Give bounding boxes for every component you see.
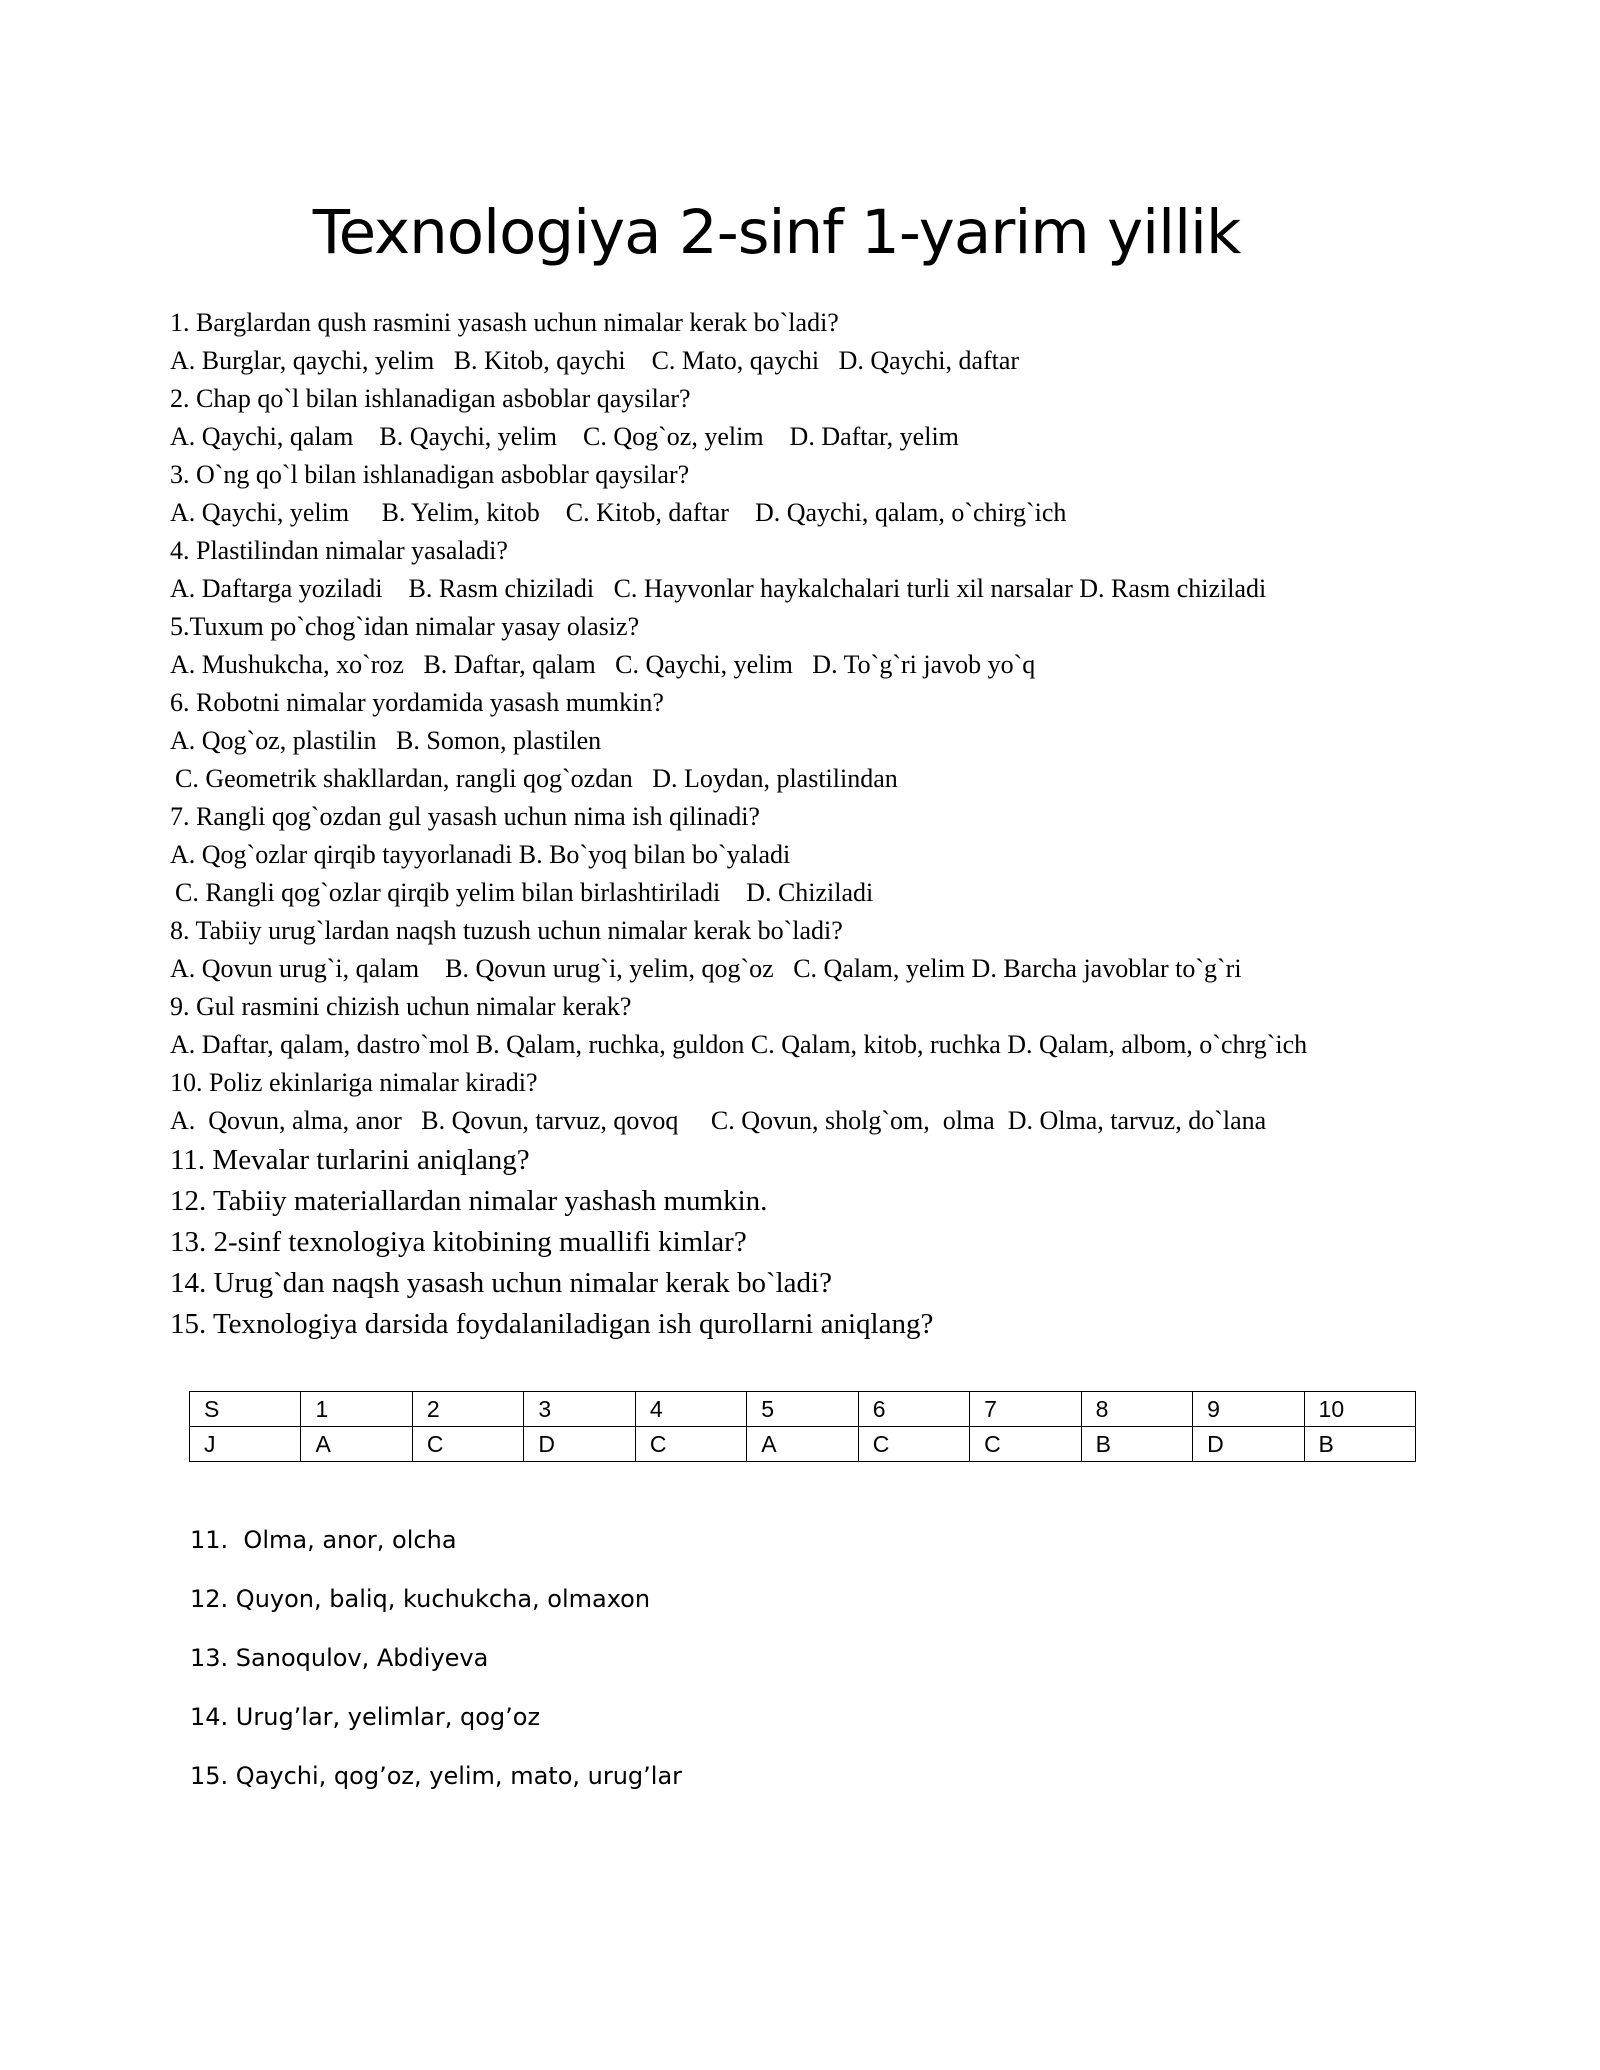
open-question-11: 11. Mevalar turlarini aniqlang?	[170, 1144, 530, 1176]
open-question-14: 14. Urug`dan naqsh yasash uchun nimalar kerak bo`ladi?	[170, 1267, 832, 1299]
answer-key-cell: B	[1304, 1427, 1415, 1462]
answer-key-cell: S	[190, 1392, 301, 1427]
answer-key-cell: C	[970, 1427, 1081, 1462]
open-question-12: 12. Tabiiy materiallardan nimalar yashash mumkin.	[170, 1185, 768, 1217]
answer-options-10: A. Qovun, alma, anor B. Qovun, tarvuz, qovoq C. Qovun, sholg`om, olma D. Olma, tarvuz, do`lana	[170, 1106, 1267, 1135]
answer-key-cell: 4	[635, 1392, 746, 1427]
question-3: 3. O`ng qo`l bilan ishlanadigan asboblar qaysilar?	[170, 460, 690, 489]
answer-key-cell: 6	[858, 1392, 969, 1427]
answer-options-1: A. Burglar, qaychi, yelim B. Kitob, qaychi C. Mato, qaychi D. Qaychi, daftar	[170, 346, 1020, 375]
question-list	[170, 304, 1470, 1345]
open-answer-14: 14. Urug’lar, yelimlar, qog’oz	[190, 1703, 541, 1731]
open-question-13: 13. 2-sinf texnologiya kitobining muallifi kimlar?	[170, 1226, 747, 1258]
answer-options-3: A. Qaychi, yelim B. Yelim, kitob C. Kitob, daftar D. Qaychi, qalam, o`chirg`ich	[170, 498, 1067, 527]
answer-key-cell: A	[301, 1427, 412, 1462]
answer-key-cell: J	[190, 1427, 301, 1462]
answer-key-cell: 7	[970, 1392, 1081, 1427]
answer-options-9: A. Daftar, qalam, dastro`mol B. Qalam, ruchka, guldon C. Qalam, kitob, ruchka D. Qalam, albom, o`chrg`ich	[170, 1030, 1308, 1059]
answer-options-4: A. Daftarga yoziladi B. Rasm chiziladi C. Hayvonlar haykalchalari turli xil narsalar D. Rasm chiziladi	[170, 574, 1267, 603]
answer-key-cell: 9	[1193, 1392, 1304, 1427]
question-10: 10. Poliz ekinlariga nimalar kiradi?	[170, 1068, 538, 1097]
answer-key-answer-row	[190, 1427, 1416, 1462]
answer-options-7: A. Qog`ozlar qirqib tayyorlanadi B. Bo`yoq bilan bo`yaladi	[170, 840, 791, 869]
answer-key-cell: 3	[524, 1392, 635, 1427]
answer-options-5: A. Mushukcha, xo`roz B. Daftar, qalam C. Qaychi, yelim D. To`g`ri javob yo`q	[170, 650, 1036, 679]
answer-key-cell: C	[412, 1427, 523, 1462]
page-title: Texnologiya 2-sinf 1-yarim yillik	[312, 197, 1241, 268]
answer-key-cell: D	[524, 1427, 635, 1462]
answer-key-table	[189, 1391, 1416, 1462]
question-9: 9. Gul rasmini chizish uchun nimalar kerak?	[170, 992, 632, 1021]
open-answer-15: 15. Qaychi, qog’oz, yelim, mato, urug’lar	[190, 1762, 683, 1790]
open-question-15: 15. Texnologiya darsida foydalaniladigan ish qurollarni aniqlang?	[170, 1308, 934, 1340]
answer-key-cell: 8	[1081, 1392, 1192, 1427]
open-answer-11: 11. Olma, anor, olcha	[190, 1526, 457, 1554]
answer-key-cell: 2	[412, 1392, 523, 1427]
open-answer-12: 12. Quyon, baliq, kuchukcha, olmaxon	[190, 1585, 651, 1613]
answer-key-cell: 5	[747, 1392, 858, 1427]
open-answer-13: 13. Sanoqulov, Abdiyeva	[190, 1644, 489, 1672]
answer-options-6: A. Qog`oz, plastilin B. Somon, plastilen	[170, 726, 602, 755]
question-4: 4. Plastilindan nimalar yasaladi?	[170, 536, 508, 565]
question-1: 1. Barglardan qush rasmini yasash uchun nimalar kerak bo`ladi?	[170, 308, 839, 337]
question-5: 5.Tuxum po`chog`idan nimalar yasay olasiz?	[170, 612, 640, 641]
answer-key-cell: C	[635, 1427, 746, 1462]
answer-key-header-row	[190, 1392, 1416, 1427]
answer-key-cell: C	[858, 1427, 969, 1462]
answer-options-2: A. Qaychi, qalam B. Qaychi, yelim C. Qog`oz, yelim D. Daftar, yelim	[170, 422, 959, 451]
answer-key-cell: 1	[301, 1392, 412, 1427]
open-answer-list	[190, 1520, 682, 1815]
answer-options-7-cont: C. Rangli qog`ozlar qirqib yelim bilan birlashtiriladi D. Chiziladi	[175, 878, 874, 907]
question-8: 8. Tabiiy urug`lardan naqsh tuzush uchun nimalar kerak bo`ladi?	[170, 916, 843, 945]
answer-key-cell: B	[1081, 1427, 1192, 1462]
question-2: 2. Chap qo`l bilan ishlanadigan asboblar qaysilar?	[170, 384, 691, 413]
answer-key-cell: D	[1193, 1427, 1304, 1462]
question-6: 6. Robotni nimalar yordamida yasash mumkin?	[170, 688, 664, 717]
answer-key-cell: A	[747, 1427, 858, 1462]
answer-options-8: A. Qovun urug`i, qalam B. Qovun urug`i, yelim, qog`oz C. Qalam, yelim D. Barcha javoblar to`g`ri	[170, 954, 1242, 983]
question-7: 7. Rangli qog`ozdan gul yasash uchun nima ish qilinadi?	[170, 802, 760, 831]
answer-options-6-cont: C. Geometrik shakllardan, rangli qog`ozdan D. Loydan, plastilindan	[175, 764, 898, 793]
answer-key-cell: 10	[1304, 1392, 1415, 1427]
